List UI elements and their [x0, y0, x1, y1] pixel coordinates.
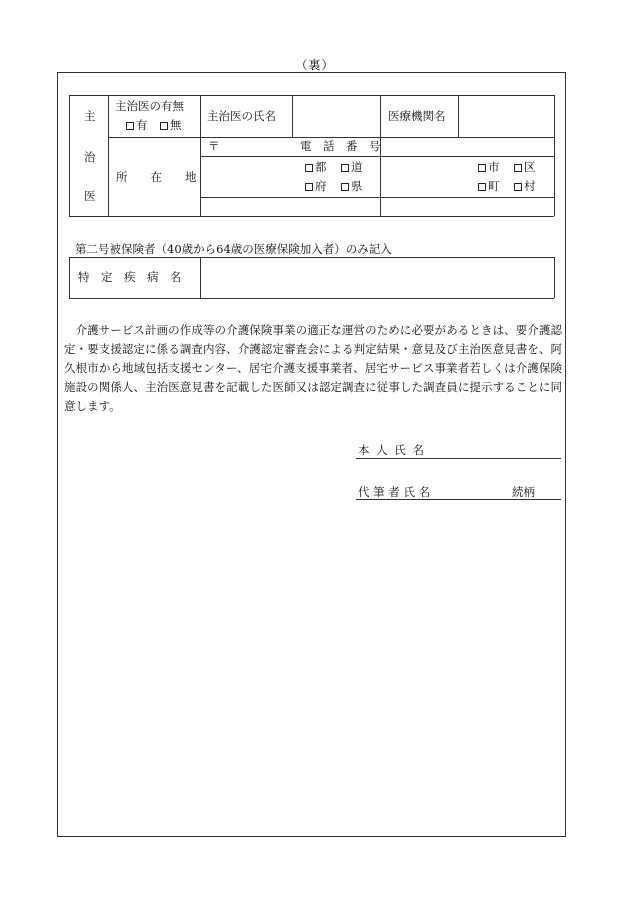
page-title: （裏）: [295, 58, 335, 72]
checkbox-icon: [478, 164, 486, 172]
side-label-1: 主: [84, 109, 96, 123]
checkbox-icon: [514, 164, 522, 172]
proxy-name-line[interactable]: [356, 499, 561, 500]
presence-option-no[interactable]: 無: [160, 120, 182, 132]
side-label-2: 治: [84, 150, 96, 164]
side-label-3: 医: [84, 189, 96, 203]
physician-name-label: 主治医の氏名: [207, 109, 276, 123]
checkbox-icon: [305, 183, 313, 191]
city-option-shi[interactable]: 市: [478, 162, 500, 174]
checkbox-icon: [305, 164, 313, 172]
second-insured-note: 第二号被保険者（40歳から64歳の医療保険加入者）のみ記入: [75, 242, 392, 256]
checkbox-icon: [126, 122, 134, 130]
self-name-label: 本 人 氏 名: [358, 443, 424, 457]
postal-mark: 〒: [208, 139, 220, 153]
self-name-line[interactable]: [356, 458, 561, 459]
city-option-cho[interactable]: 町: [478, 181, 500, 193]
relation-label: 続柄: [512, 485, 535, 499]
consent-text: 介護サービス計画の作成等の介護保険事業の適正な運営のために必要があるときは、要介護認定・要支援認定に係る調査内容、介護認定審査会による判定結果・意見及び主治医意見書を、阿久根市から地域包括支援センター、居宅介護支援事業者、居宅サービス事業者若しくは介護保険施設の関係人、主治医意見書を記載した医師又は認定調査に従事した調査員に提示することに同意します。: [64, 323, 562, 413]
checkbox-icon: [160, 122, 168, 130]
city-option-son[interactable]: 村: [514, 181, 536, 193]
phone-label: 電 話 番 号: [300, 139, 381, 153]
address-label: 所 在 地: [116, 170, 197, 184]
pref-option-to[interactable]: 都: [305, 162, 327, 174]
pref-option-do[interactable]: 道: [341, 162, 363, 174]
presence-option-yes[interactable]: 有: [126, 120, 148, 132]
city-option-ku[interactable]: 区: [514, 162, 536, 174]
disease-label: 特 定 疾 病 名: [78, 270, 182, 284]
pref-option-ken[interactable]: 県: [341, 181, 363, 193]
checkbox-icon: [341, 183, 349, 191]
proxy-name-label: 代 筆 者 氏 名: [358, 485, 431, 499]
checkbox-icon: [478, 183, 486, 191]
checkbox-icon: [341, 164, 349, 172]
institution-label: 医療機関名: [388, 109, 446, 123]
physician-presence-label: 主治医の有無: [115, 99, 184, 113]
checkbox-icon: [514, 183, 522, 191]
pref-option-fu[interactable]: 府: [305, 181, 327, 193]
